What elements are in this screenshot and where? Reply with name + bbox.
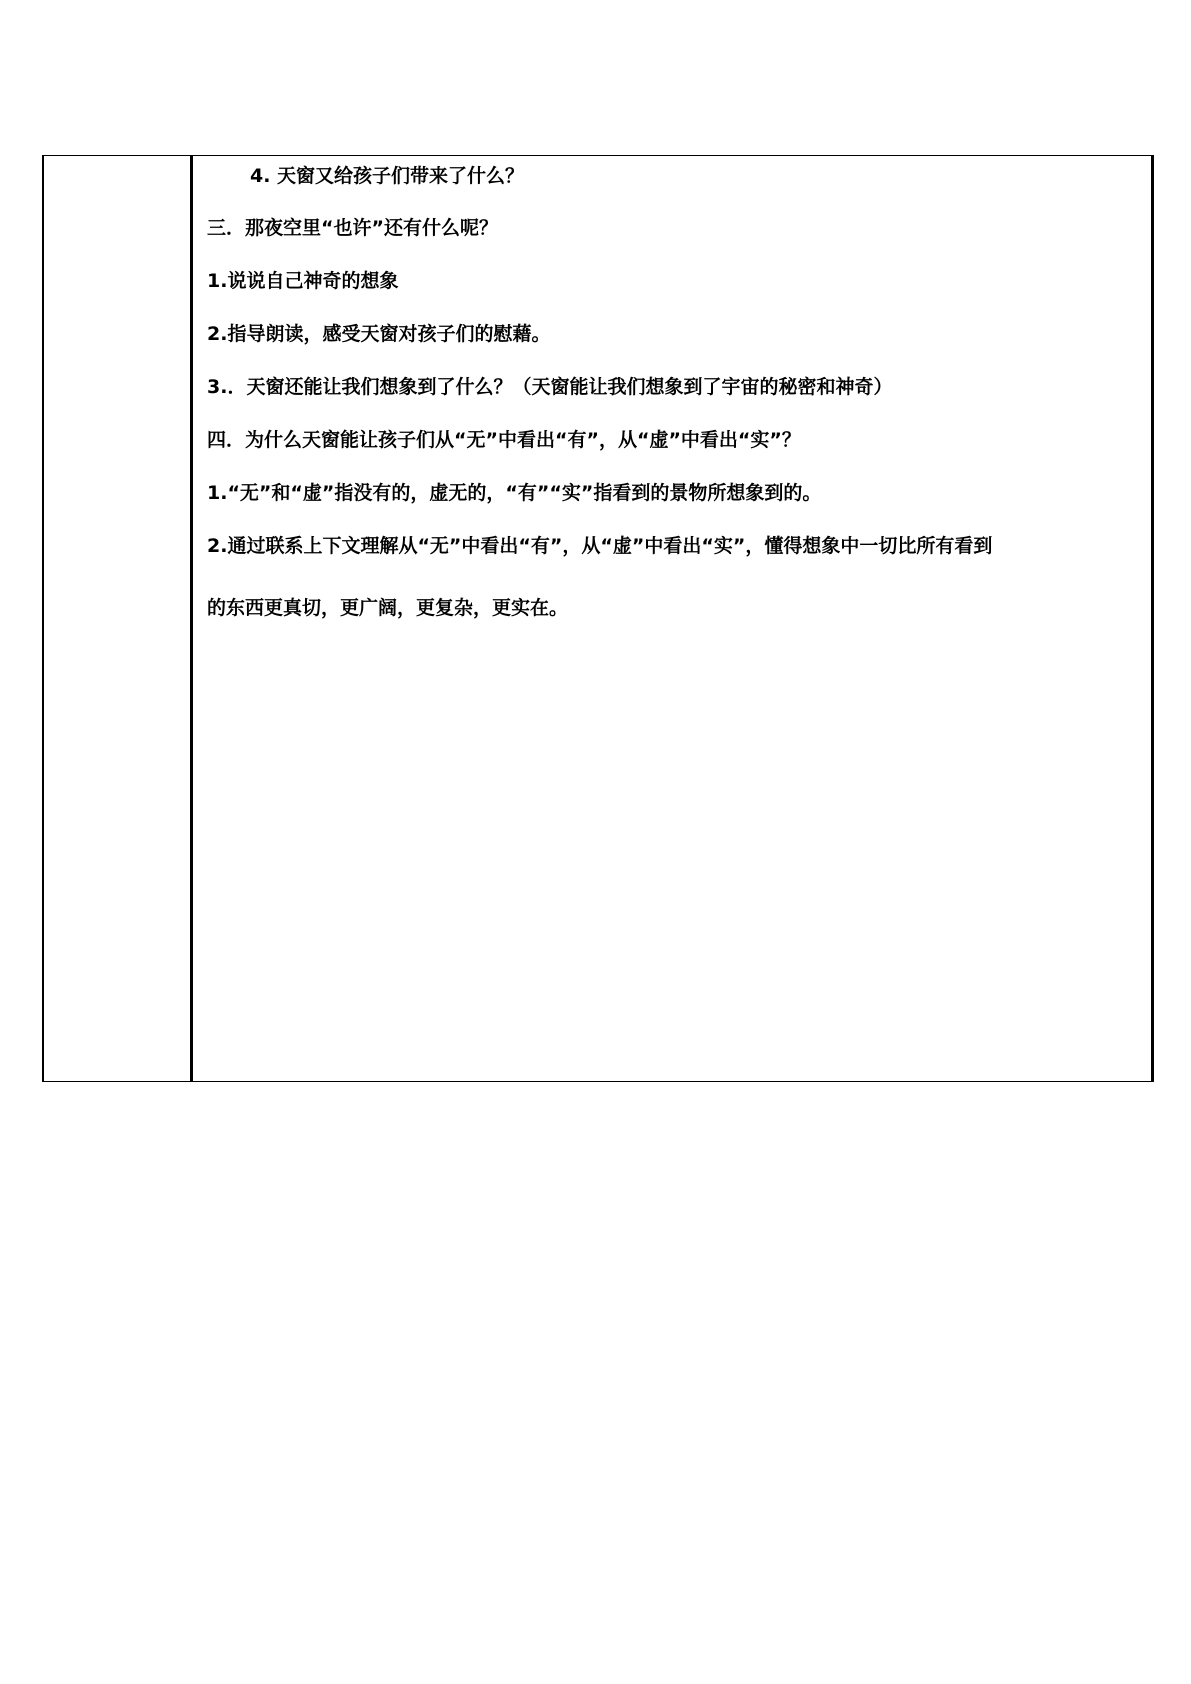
item-4-2-line: 2.通过联系上下文理解从“无”中看出“有”，从“虚”中看出“实”，懂得想象中一切比所有看到 (207, 535, 993, 557)
table-left-cell (44, 156, 193, 1081)
section-4-heading: 四．为什么天窗能让孩子们从“无”中看出“有”，从“虚”中看出“实”？ (207, 429, 801, 451)
table-content-cell (196, 156, 1151, 1081)
item-3-2-line: 2.指导朗读，感受天窗对孩子们的慰藉。 (207, 323, 551, 345)
question-4-line: 4. 天窗又给孩子们带来了什么？ (250, 165, 525, 187)
item-3-3-line: 3.．天窗还能让我们想象到了什么？（天窗能让我们想象到了宇宙的秘密和神奇） (207, 376, 893, 398)
item-4-1-line: 1.“无”和“虚”指没有的，虚无的，“有”“实”指看到的景物所想象到的。 (207, 482, 822, 504)
item-4-2-continuation: 的东西更真切，更广阔，更复杂，更实在。 (207, 597, 569, 619)
item-3-1-line: 1.说说自己神奇的想象 (207, 270, 399, 292)
section-3-heading: 三．那夜空里“也许”还有什么呢？ (207, 217, 498, 239)
lesson-table (42, 155, 1154, 1082)
